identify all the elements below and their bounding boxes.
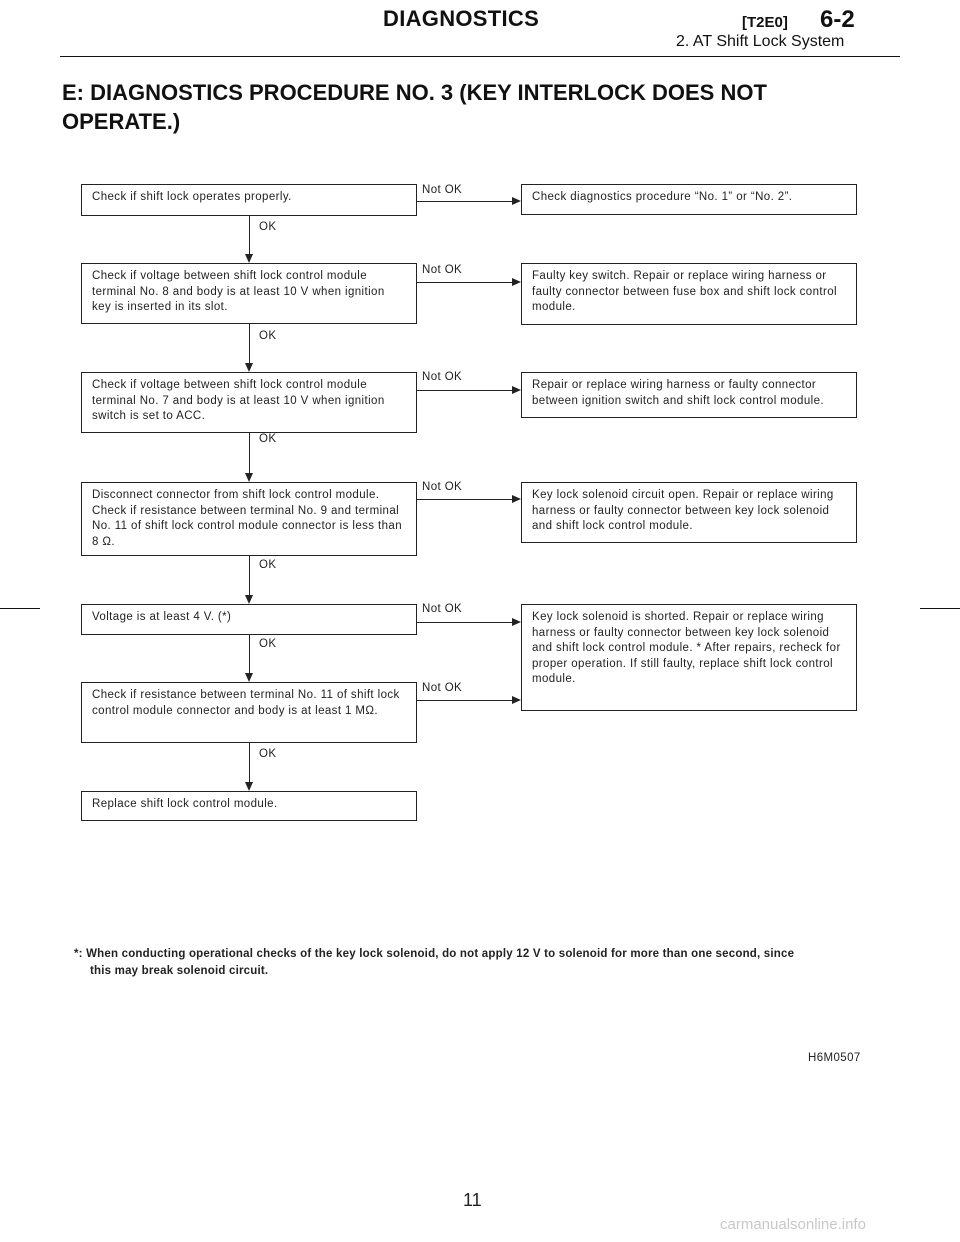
arrow-right-icon — [512, 278, 521, 286]
footnote-line-2: this may break solenoid circuit. — [90, 965, 269, 977]
footnote — [74, 946, 874, 980]
arrow-right-icon — [512, 696, 521, 704]
ok-label: OK — [259, 748, 277, 760]
arrow-right-icon — [512, 495, 521, 503]
not-ok-label: Not OK — [422, 603, 463, 615]
not-ok-label: Not OK — [422, 682, 463, 694]
not-ok-connector — [417, 622, 512, 623]
ok-label: OK — [259, 638, 277, 650]
flow-step-7: Replace shift lock control module. — [81, 791, 417, 821]
figure-code: H6M0507 — [808, 1052, 861, 1064]
not-ok-label: Not OK — [422, 371, 463, 383]
watermark: carmanualsonline.info — [720, 1216, 866, 1233]
flow-step-3: Check if voltage between shift lock control module terminal No. 7 and body is at least 10 V when ignition switch is set to ACC. — [81, 372, 417, 433]
not-ok-label: Not OK — [422, 184, 463, 196]
flow-result-1: Check diagnostics procedure “No. 1” or “No. 2”. — [521, 184, 857, 215]
flow-step-2: Check if voltage between shift lock control module terminal No. 8 and body is at least 10 V when ignition key is inserted in its slot. — [81, 263, 417, 324]
ok-connector — [249, 433, 250, 473]
section-code: [T2E0] — [742, 14, 788, 31]
not-ok-connector — [417, 700, 512, 701]
arrow-down-icon — [245, 673, 253, 682]
not-ok-connector — [417, 499, 512, 500]
arrow-right-icon — [512, 618, 521, 626]
ok-connector — [249, 324, 250, 363]
not-ok-label: Not OK — [422, 481, 463, 493]
not-ok-connector — [417, 282, 512, 283]
page-title: E: DIAGNOSTICS PROCEDURE NO. 3 (KEY INTERLOCK DOES NOT OPERATE.) — [62, 80, 767, 134]
flow-result-4: Key lock solenoid circuit open. Repair or replace wiring harness or faulty connector between key lock solenoid and shift lock control module. — [521, 482, 857, 543]
page-number: 11 — [463, 1190, 482, 1210]
arrow-right-icon — [512, 197, 521, 205]
flow-step-1: Check if shift lock operates properly. — [81, 184, 417, 216]
arrow-down-icon — [245, 363, 253, 372]
arrow-down-icon — [245, 595, 253, 604]
not-ok-connector — [417, 201, 512, 202]
flow-step-5: Voltage is at least 4 V. (*) — [81, 604, 417, 635]
section-number: 6-2 — [820, 6, 855, 33]
flow-step-6: Check if resistance between terminal No. 11 of shift lock control module connector and body is at least 1 MΩ. — [81, 682, 417, 743]
not-ok-connector — [417, 390, 512, 391]
arrow-down-icon — [245, 782, 253, 791]
flow-result-3: Repair or replace wiring harness or faulty connector between ignition switch and shift lock control module. — [521, 372, 857, 418]
arrow-down-icon — [245, 254, 253, 263]
ok-connector — [249, 743, 250, 782]
ok-connector — [249, 216, 250, 254]
ok-label: OK — [259, 330, 277, 342]
margin-mark-left — [0, 608, 40, 609]
ok-label: OK — [259, 433, 277, 445]
ok-label: OK — [259, 221, 277, 233]
flow-step-4: Disconnect connector from shift lock control module. Check if resistance between terminal No. 9 and terminal No. 11 of shift lock control module connector is less than 8 Ω. — [81, 482, 417, 556]
arrow-right-icon — [512, 386, 521, 394]
ok-connector — [249, 635, 250, 673]
flow-result-5: Key lock solenoid is shorted. Repair or replace wiring harness or faulty connector between key lock solenoid and shift lock control module. * After repairs, recheck for proper operation. If still faulty, replace shift lock control module. — [521, 604, 857, 711]
ok-connector — [249, 556, 250, 595]
margin-mark-right — [920, 608, 960, 609]
section-title: DIAGNOSTICS — [383, 6, 540, 31]
header-rule — [60, 56, 900, 57]
footnote-line-1: *: When conducting operational checks of the key lock solenoid, do not apply 12 V to solenoid for more than one second, since — [74, 948, 795, 960]
flow-result-2: Faulty key switch. Repair or replace wiring harness or faulty connector between fuse box and shift lock control module. — [521, 263, 857, 325]
ok-label: OK — [259, 559, 277, 571]
arrow-down-icon — [245, 473, 253, 482]
not-ok-label: Not OK — [422, 264, 463, 276]
section-subtitle: 2. AT Shift Lock System — [676, 33, 845, 50]
